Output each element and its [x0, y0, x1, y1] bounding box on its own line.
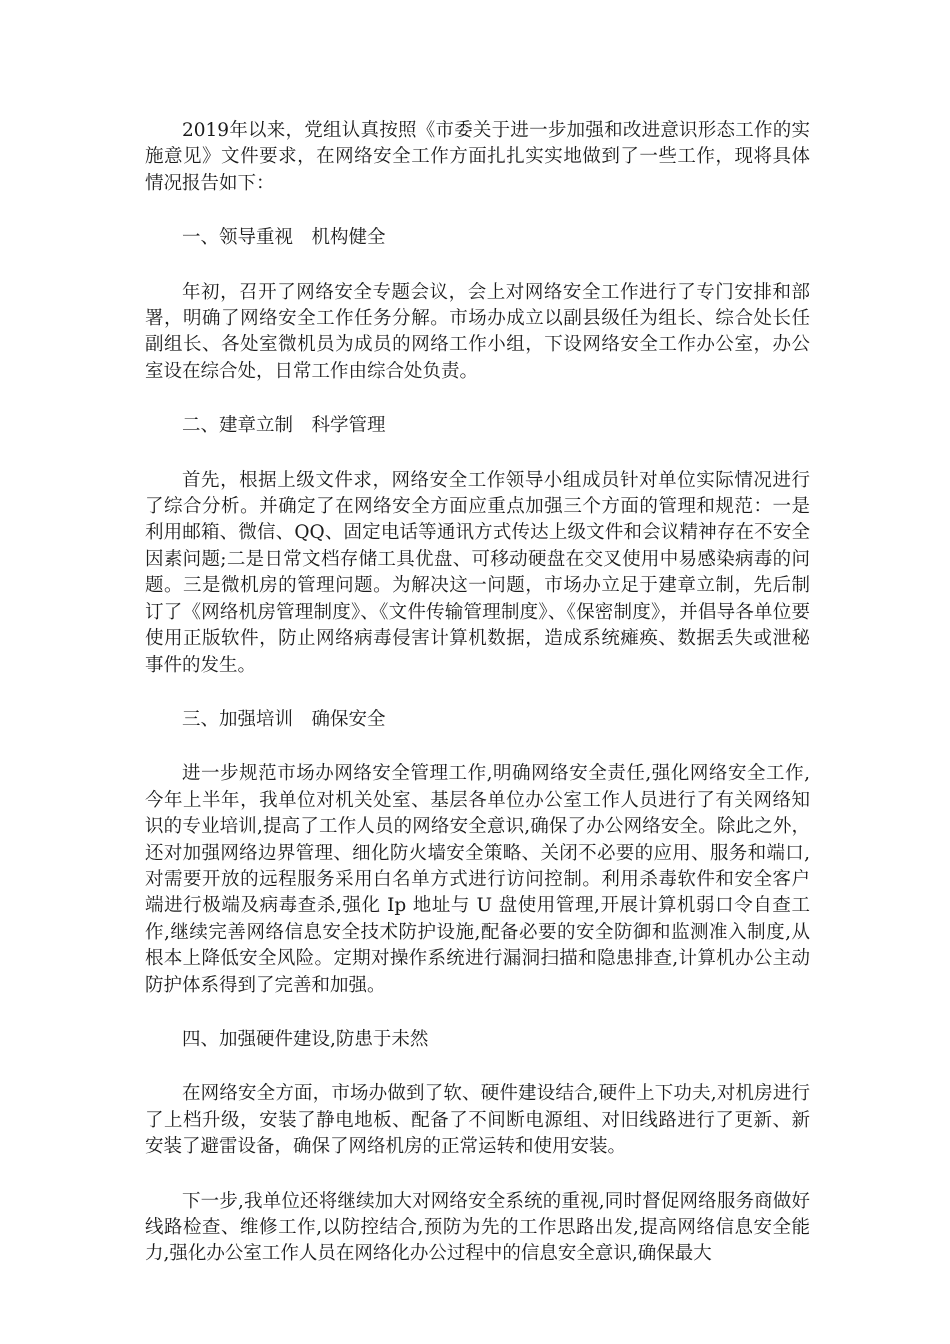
section-heading-1: 一、领导重视 机构健全: [182, 227, 386, 249]
section-paragraph-3: 进一步规范市场办网络安全管理工作,明确网络安全责任,强化网络安全工作,今年上半年，我单位对机关处室、基层各单位办公室工作人员进行了有关网络知识的专业培训,提高了工作人员的网络安全意识,确保了办公网络安全。除此之外，还对加强网络边界管理、细化防火墙安全策略、关闭不必要的应用、服务和端口,对需要开放的远程服务采用白名单方式进行访问控制。利用杀毒软件和安全客户端进行极端及病毒查杀,强化 Ip 地址与 U 盘使用管理,开展计算机弱口令自查工作,继续完善网络信息安全技术防护设施,配备必要的安全防御和监测准入制度,从根本上降低安全风险。定期对操作系统进行漏洞扫描和隐患排查,计算机办公主动防护体系得到了完善和加强。: [145, 763, 810, 996]
section-heading-4: 四、加强硬件建设,防患于未然: [182, 1028, 429, 1050]
closing-paragraph: 下一步,我单位还将继续加大对网络安全系统的重视,同时督促网络服务商做好线路检查、维修工作,以防控结合,预防为先的工作思路出发,提高网络信息安全能力,强化办公室工作人员在网络化办公过程中的信息安全意识,确保最大: [145, 1190, 810, 1265]
section-paragraph-2: 首先，根据上级文件求，网络安全工作领导小组成员针对单位实际情况进行了综合分析。并确定了在网络安全方面应重点加强三个方面的管理和规范：一是利用邮箱、微信、QQ、固定电话等通讯方式传达上级文件和会议精神存在不安全因素问题;二是日常文档存储工具优盘、可移动硬盘在交叉使用中易感染病毒的问题。三是微机房的管理问题。为解决这一问题，市场办立足于建章立制，先后制订了《网络机房管理制度》、《文件传输管理制度》、《保密制度》，并倡导各单位要使用正版软件，防止网络病毒侵害计算机数据，造成系统瘫痪、数据丢失或泄秘事件的发生。: [145, 469, 810, 676]
section-heading-3: 三、加强培训 确保安全: [182, 708, 386, 730]
section-paragraph-4: 在网络安全方面，市场办做到了软、硬件建设结合,硬件上下功夫,对机房进行了上档升级，安装了静电地板、配备了不间断电源组、对旧线路进行了更新、新安装了避雷设备，确保了网络机房的正常运转和使用安装。: [145, 1083, 810, 1158]
section-heading-2: 二、建章立制 科学管理: [182, 415, 386, 437]
document-body: [145, 118, 810, 1296]
section-paragraph-1: 年初，召开了网络安全专题会议，会上对网络安全工作进行了专门安排和部署，明确了网络安全工作任务分解。市场办成立以副县级任为组长、综合处长任副组长、各处室微机员为成员的网络工作小组，下设网络安全工作办公室，办公室设在综合处，日常工作由综合处负责。: [145, 281, 810, 382]
intro-paragraph: 2019年以来，党组认真按照《市委关于进一步加强和改进意识形态工作的实施意见》文件要求，在网络安全工作方面扎扎实实地做到了一些工作，现将具体情况报告如下：: [145, 120, 810, 194]
